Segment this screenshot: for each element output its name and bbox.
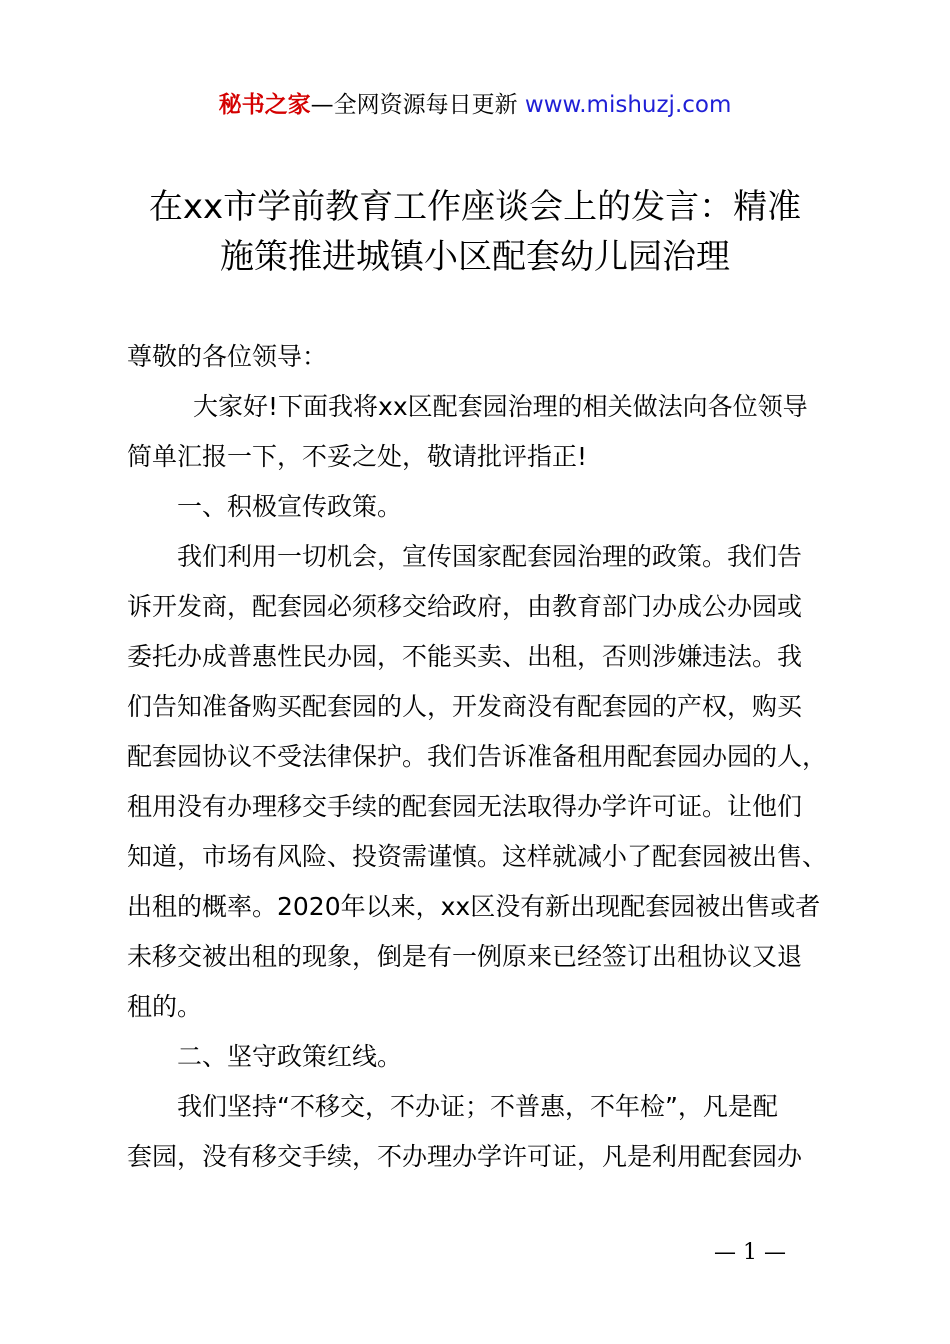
title-line-1: 在xx市学前教育工作座谈会上的发言：精准	[148, 187, 802, 227]
paragraph-line: 租用没有办理移交手续的配套园无法取得办学许可证。让他们	[127, 792, 803, 821]
site-brand: 秘书之家	[218, 92, 311, 118]
document-title	[0, 182, 950, 282]
paragraph-line: 委托办成普惠性民办园，不能买卖、出租，否则涉嫌违法。我	[127, 642, 803, 671]
paragraph-line: 我们坚持“不移交，不办证；不普惠，不年检”，凡是配	[177, 1092, 778, 1121]
section-heading-1: 一、积极宣传政策。	[177, 492, 403, 521]
salutation: 尊敬的各位领导：	[127, 342, 328, 371]
title-line-2: 施策推进城镇小区配套幼儿园治理	[220, 237, 730, 277]
paragraph-line: 未移交被出租的现象，倒是有一例原来已经签订出租协议又退	[127, 942, 803, 971]
intro-line: 简单汇报一下，不妥之处，敬请批评指正!	[127, 442, 588, 471]
paragraph-line: 我们利用一切机会，宣传国家配套园治理的政策。我们告	[177, 542, 803, 571]
site-url-link[interactable]: www.mishuzj.com	[524, 92, 732, 118]
site-tagline: —全网资源每日更新	[310, 92, 518, 118]
page-number: — 1 —	[714, 1240, 786, 1265]
site-header	[0, 88, 950, 122]
paragraph-line: 知道，市场有风险、投资需谨慎。这样就减小了配套园被出售、	[127, 842, 828, 871]
paragraph-line: 配套园协议不受法律保护。我们告诉准备租用配套园办园的人，	[127, 742, 828, 771]
paragraph-line: 诉开发商，配套园必须移交给政府，由教育部门办成公办园或	[127, 592, 803, 621]
paragraph-line: 租的。	[127, 992, 203, 1021]
paragraph-line: 们告知准备购买配套园的人，开发商没有配套园的产权，购买	[127, 692, 803, 721]
paragraph-line: 出租的概率。2020年以来，xx区没有新出现配套园被出售或者	[127, 892, 821, 921]
intro-line: 大家好!下面我将xx区配套园治理的相关做法向各位领导	[193, 392, 808, 421]
paragraph-line: 套园，没有移交手续，不办理办学许可证，凡是利用配套园办	[127, 1142, 803, 1171]
section-heading-2: 二、坚守政策红线。	[177, 1042, 403, 1071]
document-body	[127, 332, 857, 1182]
